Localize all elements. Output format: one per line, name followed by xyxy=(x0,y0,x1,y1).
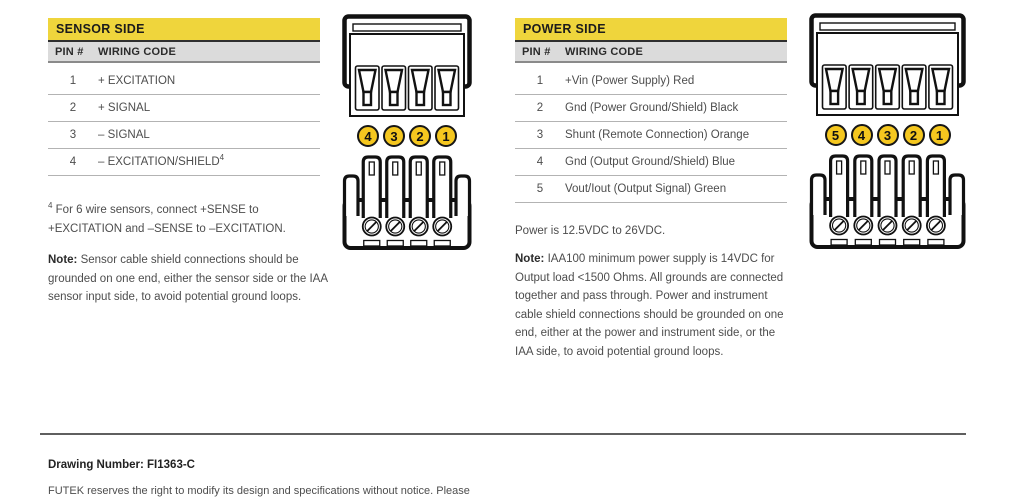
wiring-code-cell: Gnd (Output Ground/Shield) Blue xyxy=(565,156,736,168)
pin-number-cell: 4 xyxy=(536,156,544,168)
note-text: IAA100 minimum power supply is 14VDC for Output load <1500 Ohms. All grounds are connected together and pass through. Power and instrument cable shield connections should be grounded on one end, either at the power and instrument side, or the IAA side, to avoid potential ground loops. xyxy=(515,253,784,358)
pin-column-header: PIN # xyxy=(522,45,551,58)
wiring-code-cell: Shunt (Remote Connection) Orange xyxy=(565,129,750,141)
table-row xyxy=(48,149,320,176)
note-label: Note: xyxy=(515,253,545,265)
pin-number-badge: 2 xyxy=(903,124,925,146)
footnote-text: For 6 wire sensors, connect +SENSE to +EXCITATION and –SENSE to –EXCITATION. xyxy=(48,204,286,235)
pin-number-cell: 3 xyxy=(69,129,77,141)
footer-divider xyxy=(40,433,966,435)
wiring-code-cell: Gnd (Power Ground/Shield) Black xyxy=(565,102,739,114)
sensor-pin-numbers xyxy=(357,125,457,147)
pin-number-badge: 1 xyxy=(435,125,457,147)
pin-number-badge: 2 xyxy=(409,125,431,147)
wiring-code-cell: – EXCITATION/SHIELD$^4$ xyxy=(98,153,225,168)
sensor-connector-diagram xyxy=(341,14,473,252)
pin-number-cell: 2 xyxy=(536,102,544,114)
pin-number-badge: 4 xyxy=(357,125,379,147)
footnote-marker: 4 xyxy=(48,201,53,211)
table-row xyxy=(515,149,787,176)
power-connector-diagram xyxy=(808,13,967,251)
wiring-code-cell: +Vin (Power Supply) Red xyxy=(565,75,695,87)
power-table-column-header xyxy=(515,42,787,63)
pin-number-badge: 3 xyxy=(383,125,405,147)
power-receptacle-top-diagram xyxy=(809,13,966,117)
sensor-wiring-table xyxy=(48,18,320,176)
sensor-receptacle-top-diagram xyxy=(342,14,472,118)
pin-number-badge: 5 xyxy=(825,124,847,146)
pin-number-cell: 5 xyxy=(536,183,544,195)
power-range-text: Power is 12.5VDC to 26VDC. xyxy=(515,225,666,237)
pin-column-header: PIN # xyxy=(55,45,84,58)
wiring-code-cell: Vout/Iout (Output Signal) Green xyxy=(565,183,727,195)
sensor-note xyxy=(48,251,328,307)
wiring-code-cell: + EXCITATION xyxy=(98,75,176,87)
table-row xyxy=(515,68,787,95)
sensor-table-rows xyxy=(48,63,320,176)
power-table-rows xyxy=(515,63,787,203)
table-row xyxy=(515,95,787,122)
table-row xyxy=(48,122,320,149)
pin-number-badge: 1 xyxy=(929,124,951,146)
wiring-code-column-header: WIRING CODE xyxy=(565,45,643,58)
note-label: Note: xyxy=(48,254,78,266)
wiring-code-cell: – SIGNAL xyxy=(98,129,150,141)
note-text: Sensor cable shield connections should be grounded on one end, either the sensor side or the IAA sensor input side, to avoid potential ground loops. xyxy=(48,254,328,303)
pin-number-badge: 4 xyxy=(851,124,873,146)
drawing-number: Drawing Number: FI1363-C xyxy=(48,459,195,471)
power-pin-numbers xyxy=(825,124,951,146)
power-side-panel xyxy=(515,18,787,361)
table-row xyxy=(515,176,787,203)
pin-number-cell: 4 xyxy=(69,156,77,168)
wiring-code-cell: + SIGNAL xyxy=(98,102,151,114)
sensor-footnote xyxy=(48,201,328,238)
pin-number-cell: 1 xyxy=(536,75,544,87)
sensor-table-title: SENSOR SIDE xyxy=(48,18,320,42)
power-table-title: POWER SIDE xyxy=(515,18,787,42)
pin-number-cell: 3 xyxy=(536,129,544,141)
sensor-table-column-header xyxy=(48,42,320,63)
power-plug-bottom-diagram xyxy=(809,153,966,251)
sensor-side-panel xyxy=(48,18,328,307)
wiring-code-column-header: WIRING CODE xyxy=(98,45,176,58)
power-wiring-table xyxy=(515,18,787,203)
pin-number-badge: 3 xyxy=(877,124,899,146)
sensor-plug-bottom-diagram xyxy=(342,154,472,252)
pin-number-cell: 1 xyxy=(69,75,77,87)
table-row xyxy=(48,95,320,122)
pin-number-cell: 2 xyxy=(69,102,77,114)
power-note xyxy=(515,250,795,361)
table-row xyxy=(515,122,787,149)
disclaimer-text: FUTEK reserves the right to modify its design and specifications without notice. Please xyxy=(48,485,470,497)
table-row xyxy=(48,68,320,95)
